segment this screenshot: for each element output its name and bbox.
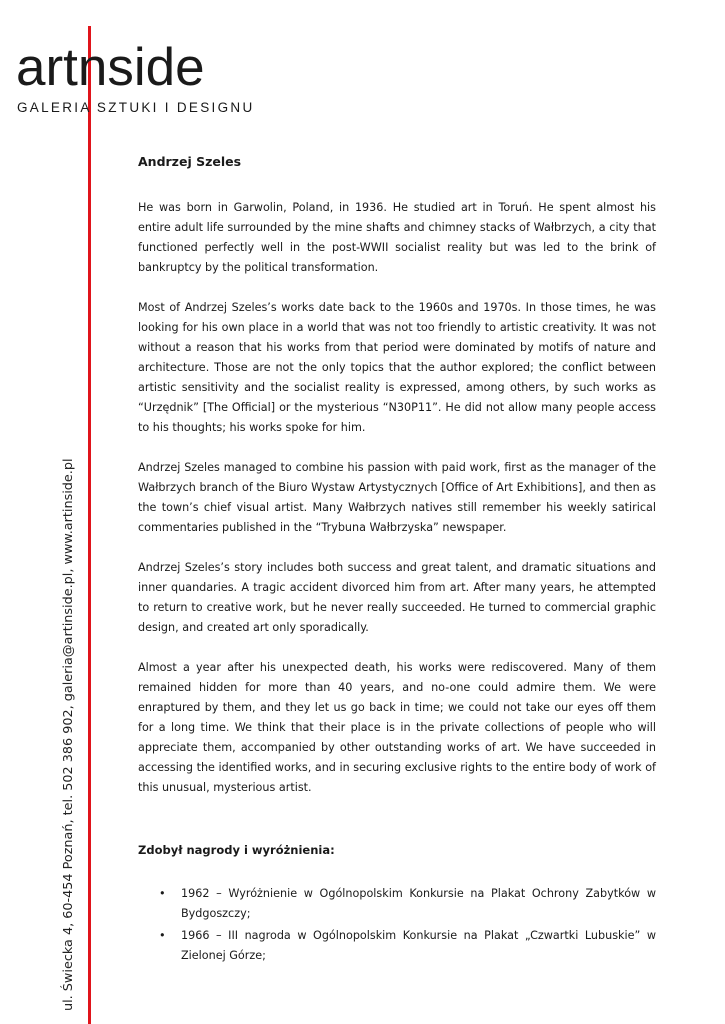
paragraph: Andrzej Szeles’s story includes both success and great talent, and dramatic situations and inner quandaries. A tragic accident divorced him from art. After many years, he attempted to return to creative work, but he never really succeeded. He turned to commercial graphic design, and created art only sporadically. — [138, 561, 656, 634]
logo-part-nside: nside — [77, 38, 205, 97]
document-body — [138, 150, 656, 968]
logo-subtitle: GALERIA SZTUKI I DESIGNU — [17, 100, 255, 115]
award-item — [138, 926, 656, 966]
paragraph: Almost a year after his unexpected death, his works were rediscovered. Many of them remained hidden for more than 40 years, and no-one could admire them. We were enraptured by them, and they let us go back in time; we could not take our eyes off them for a long time. We think that their place is in the private collections of people who will appreciate them, accompanied by other outstanding works of art. We have succeeded in accessing the identified works, and in securing exclusive rights to the entire body of work of this unusual, mysterious artist. — [138, 661, 656, 794]
artinside-logo — [16, 38, 205, 98]
awards-heading: Zdobył nagrody i wyróżnienia: — [138, 843, 335, 857]
red-vertical-rule — [88, 26, 91, 1024]
bullet-icon: • — [159, 929, 166, 942]
sidebar-contact-info: ul. Świecka 4, 60-454 Poznań, tel. 502 386 902, galeria@artinside.pl, www.artinside.pl — [61, 458, 76, 1011]
bullet-icon: • — [159, 887, 166, 900]
awards-list — [138, 884, 656, 966]
award-item — [138, 884, 656, 924]
award-text: 1962 – Wyróżnienie w Ogólnopolskim Konkursie na Plakat Ochrony Zabytków w Bydgoszczy; — [181, 887, 656, 920]
document-title: Andrzej Szeles — [138, 154, 242, 169]
paragraph: Most of Andrzej Szeles’s works date back to the 1960s and 1970s. In those times, he was looking for his own place in a world that was not too friendly to artistic creativity. It was not without a reason that his works from that period were dominated by motifs of nature and architecture. Those are not the only topics that the author explored; the conflict between artistic sensitivity and the socialist reality is expressed, among others, by such works as “Urzędnik” [The Official] or the mysterious “N30P11”. He did not allow many people access to his thoughts; his works spoke for him. — [138, 301, 656, 434]
logo-part-art: art — [16, 38, 78, 97]
award-text: 1966 – III nagroda w Ogólnopolskim Konkursie na Plakat „Czwartki Lubuskie” w Zielonej Górze; — [181, 929, 656, 962]
paragraph: Andrzej Szeles managed to combine his passion with paid work, first as the manager of the Wałbrzych branch of the Biuro Wystaw Artystycznych [Office of Art Exhibitions], and then as the town’s chief visual artist. Many Wałbrzych natives still remember his weekly satirical commentaries published in the “Trybuna Wałbrzyska” newspaper. — [138, 461, 656, 534]
paragraph: He was born in Garwolin, Poland, in 1936. He studied art in Toruń. He spent almost his entire adult life surrounded by the mine shafts and chimney stacks of Wałbrzych, a city that functioned perfectly well in the post-WWII socialist reality but was led to the brink of bankruptcy by the political transformation. — [138, 201, 656, 274]
